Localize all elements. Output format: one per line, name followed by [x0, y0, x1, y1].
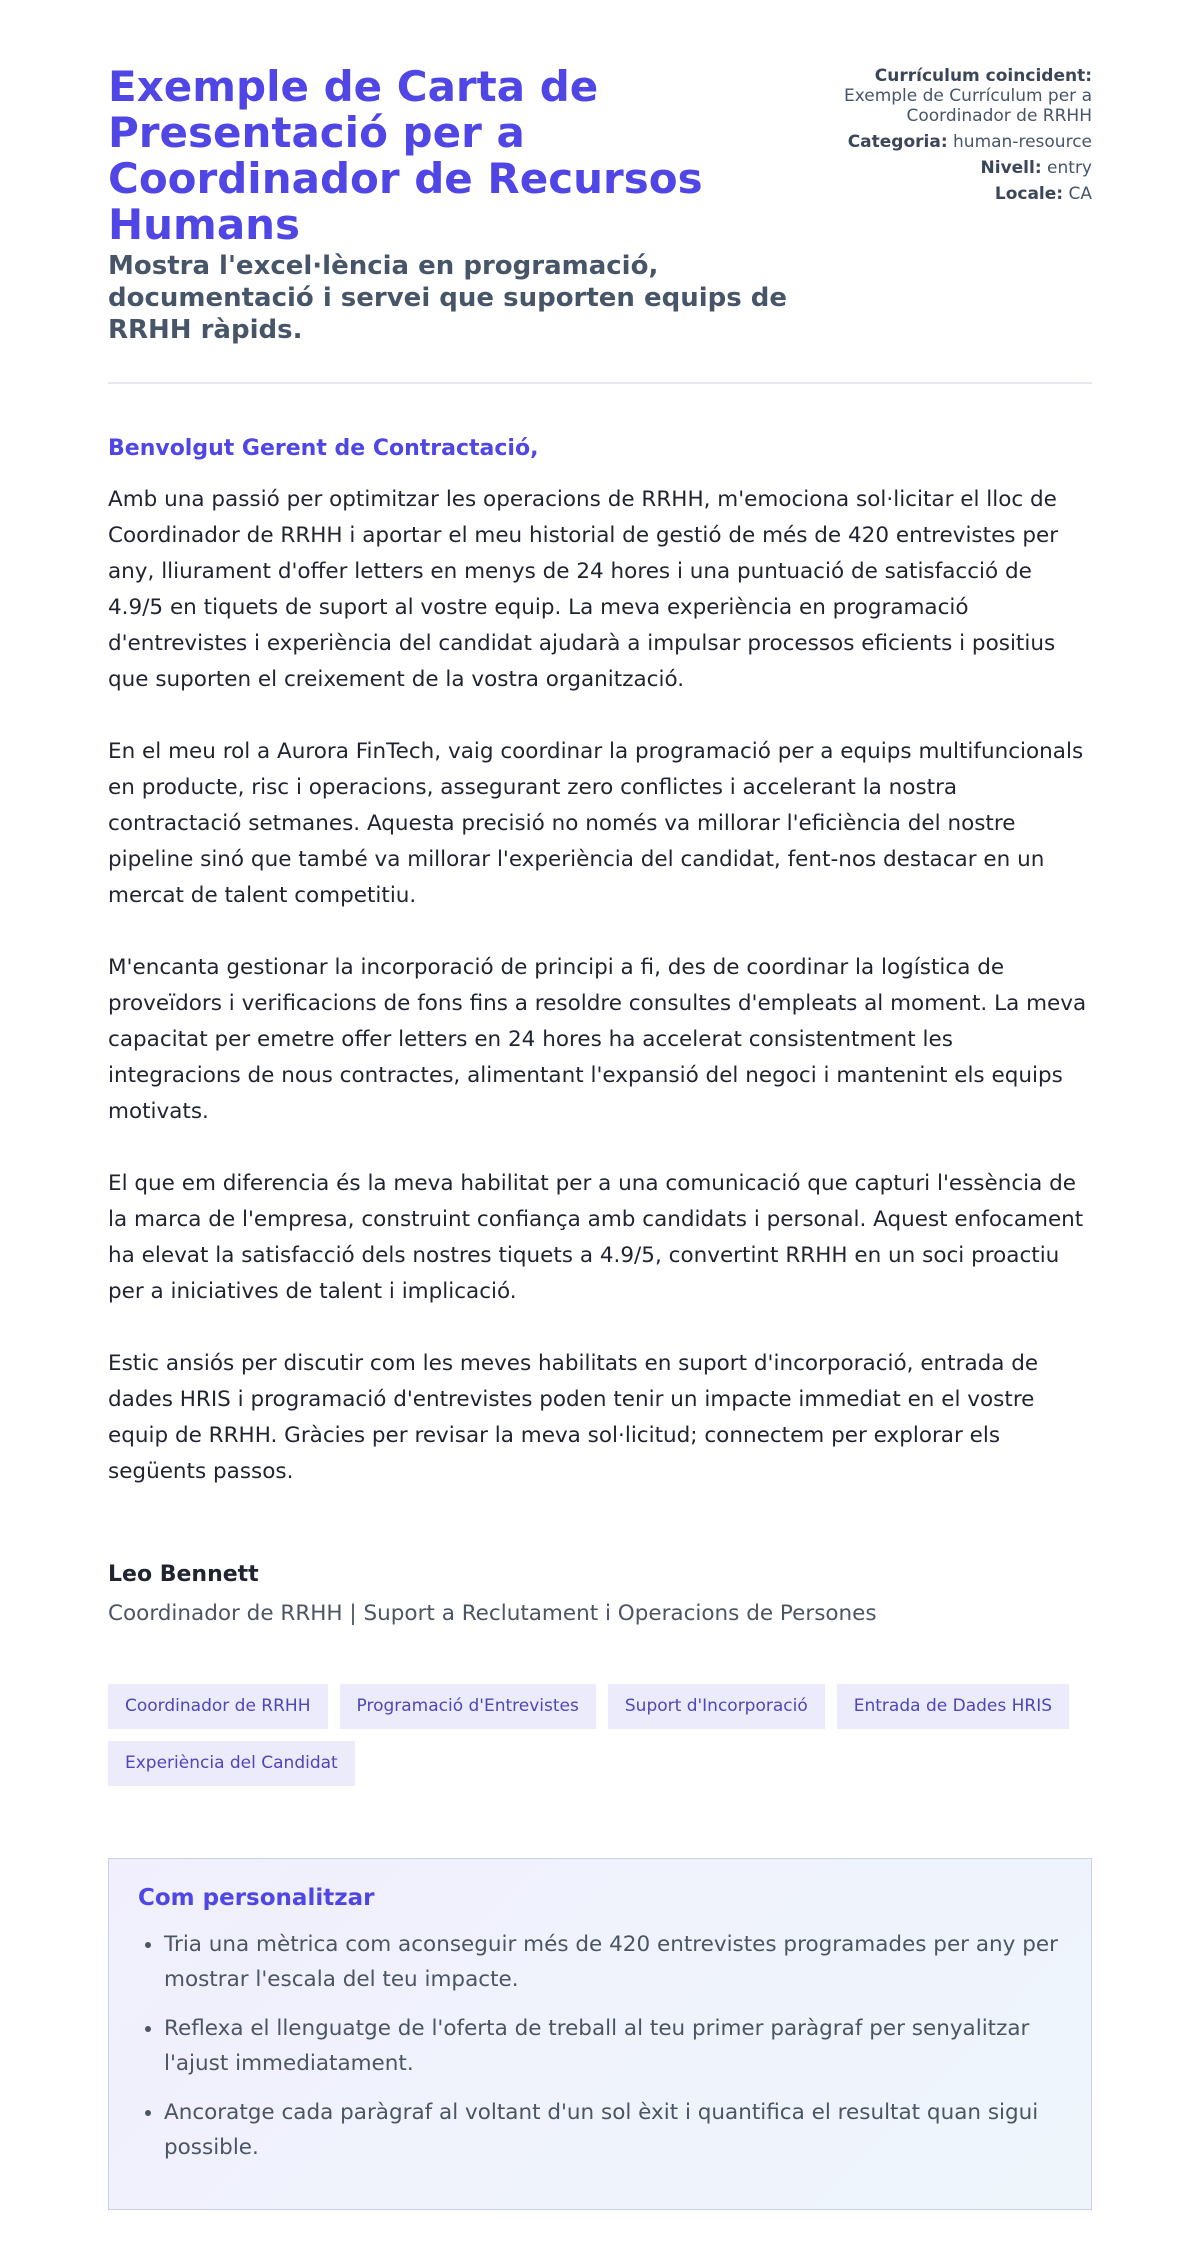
- tag: Experiència del Candidat: [108, 1741, 355, 1786]
- category-label: Categoria:: [847, 132, 948, 152]
- locale-label: Locale:: [994, 184, 1064, 204]
- paragraph: En el meu rol a Aurora FinTech, vaig coordinar la programació per a equips multifuncionals en producte, risc i operacions, assegurant zero conflictes i accelerant la nostra contractació setmanes. Aquesta precisió no només va millorar l'eficiència del nostre pipeline sinó que també va millorar l'experiència del candidat, fent-nos destacar en un mercat de talent competitiu.: [108, 739, 1084, 908]
- locale-value: CA: [1068, 184, 1092, 204]
- tip-item: • Ancoratge cada paràgraf al voltant d'un sol èxit i quantifica el resultat quan sigui possible.: [164, 2095, 1062, 2165]
- greeting: Benvolgut Gerent de Contractació,: [108, 436, 539, 461]
- paragraph: M'encanta gestionar la incorporació de principi a fi, des de coordinar la logística de proveïdors i verificacions de fons fins a resoldre consultes d'empleats al moment. La meva capacitat per emetre offer letters en 24 hores ha accelerat consistentment les integracions de nous contractes, alimentant l'expansió del negoci i mantenint els equips motivats.: [108, 955, 1087, 1124]
- tag: Coordinador de RRHH: [108, 1684, 328, 1729]
- level-value: entry: [1047, 158, 1092, 178]
- page: [108, 0, 1092, 2210]
- page-title: Exemple de Carta de Presentació per a Coordinador de Recursos Humans: [108, 62, 703, 249]
- tip-item: • Tria una mètrica com aconseguir més de 420 entrevistes programades per any per mostrar l'escala del teu impacte.: [164, 1927, 1062, 1997]
- paragraph: El que em diferencia és la meva habilitat per a una comunicació que capturi l'essència de la marca de l'empresa, construint confiança amb candidats i personal. Aquest enfocament ha elevat la satisfacció dels nostres tiquets a 4.9/5, convertint RRHH en un soci proactiu per a iniciatives de talent i implicació.: [108, 1171, 1084, 1304]
- tip-item: • Reflexa el llenguatge de l'oferta de treball al teu primer paràgraf per senyalitzar l'ajust immediatament.: [164, 2011, 1062, 2081]
- header: [108, 0, 1092, 384]
- meta-panel: [792, 66, 1092, 346]
- resume-label: Currículum coincident:: [874, 66, 1092, 86]
- tips-title: Com personalitzar: [138, 1885, 375, 1911]
- tips-list: [138, 1927, 1062, 2165]
- page-subtitle: Mostra l'excel·lència en programació, documentació i servei que suporten equips de RRHH ràpids.: [108, 251, 788, 345]
- level-label: Nivell:: [980, 158, 1042, 178]
- signature-role: Coordinador de RRHH | Suport a Reclutament i Operacions de Persones: [108, 1601, 877, 1626]
- category-value: human-resource: [953, 132, 1092, 152]
- customize-tips: [108, 1858, 1092, 2210]
- paragraph: Estic ansiós per discutir com les meves habilitats en suport d'incorporació, entrada de dades HRIS i programació d'entrevistes poden tenir un impacte immediat en el vostre equip de RRHH. Gràcies per revisar la meva sol·licitud; connectem per explorar els següents passos.: [108, 1351, 1039, 1484]
- tag-list: [108, 1684, 1092, 1786]
- signature-name: Leo Bennett: [108, 1562, 259, 1587]
- tag: Suport d'Incorporació: [608, 1684, 825, 1729]
- tag: Programació d'Entrevistes: [340, 1684, 596, 1729]
- resume-value: Exemple de Currículum per a Coordinador de RRHH: [843, 86, 1092, 126]
- paragraph: Amb una passió per optimitzar les operacions de RRHH, m'emociona sol·licitar el lloc de Coordinador de RRHH i aportar el meu historial de gestió de més de 420 entrevistes per any, lliurament d'offer letters en menys de 24 hores i una puntuació de satisfacció de 4.9/5 en tiquets de suport al vostre equip. La meva experiència en programació d'entrevistes i experiència del candidat ajudarà a impulsar processos eficients i positius que suporten el creixement de la vostra organització.: [108, 487, 1059, 692]
- tag: Entrada de Dades HRIS: [837, 1684, 1069, 1729]
